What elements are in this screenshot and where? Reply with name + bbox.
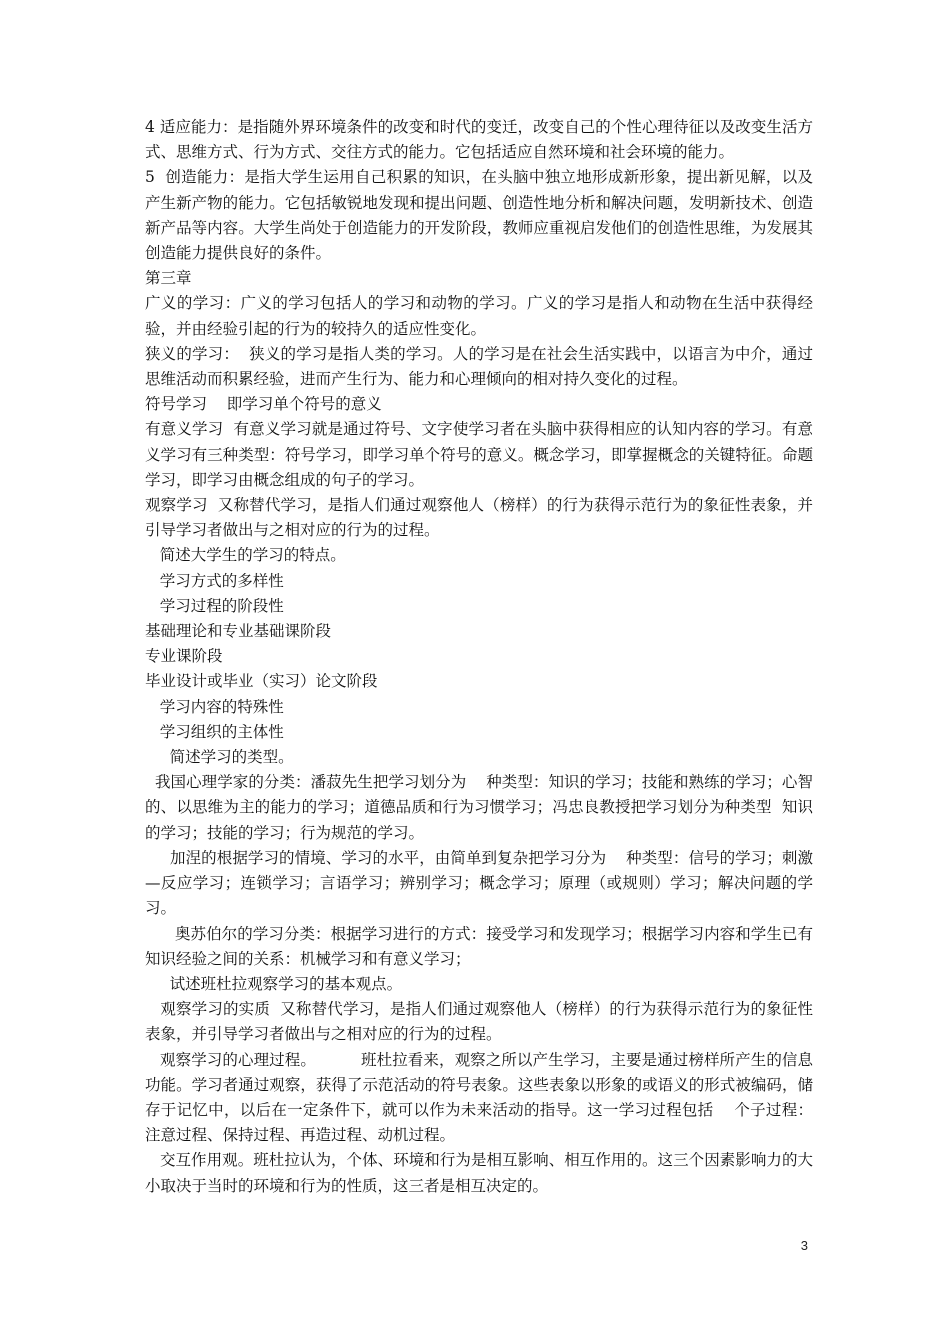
question-bandura: 试述班杜拉观察学习的基本观点。 xyxy=(145,974,403,993)
paragraph-adaptability: 4 适应能力：是指随外界环境条件的改变和时代的变迁，改变自己的个性心理待征以及改变生活方式、思维方式、行为方式、交往方式的能力。它包括适应自然环境和社会环境的能力。 xyxy=(145,118,813,162)
page-number: 3 xyxy=(800,1238,808,1253)
paragraph-meaningful-learning: 有意义学习 有意义学习就是通过符号、文字使学习者在头脑中获得相应的认知内容的学习。有意义学习有三种类型：符号学习，即学习单个符号的意义。概念学习，即掌握概念的关键特征。命题学习，即学习由概念组成的句子的学习。 xyxy=(145,420,813,489)
paragraph-observational-process: 观察学习的心理过程。 班杜拉看来，观察之所以产生学习，主要是通过榜样所产生的信息功能。学习者通过观察，获得了示范活动的符号表象。这些表象以形象的或语义的形式被编码，储存于记忆中，以后在一定条件下，就可以作为未来活动的指导。这一学习过程包括 个子过程：注意过程、保持过程、再造过程、动机过程。 xyxy=(145,1050,813,1145)
list-item-content-particularity: 学习内容的特殊性 xyxy=(145,697,284,716)
list-item-stage-basic-courses: 基础理论和专业基础课阶段 xyxy=(145,622,332,641)
paragraph-creativity: 5 创造能力：是指大学生运用自己积累的知识，在头脑中独立地形成新形象，提出新见解，以及产生新产物的能力。它包括敏锐地发现和提出问题、创造性地分析和解决问题，发明新技术、创造新产品等内容。大学生尚处于创造能力的开发阶段，教师应重视启发他们的创造性思维，为发展其创造能力提供良好的条件。 xyxy=(145,168,813,263)
question-student-learning-features: 简述大学生的学习的特点。 xyxy=(145,546,346,565)
list-item-stage-major-courses: 专业课阶段 xyxy=(145,647,223,666)
paragraph-symbol-learning: 符号学习 即学习单个符号的意义 xyxy=(145,395,382,414)
list-item-learning-methods: 学习方式的多样性 xyxy=(145,571,284,590)
paragraph-narrow-learning: 狭义的学习： 狭义的学习是指人类的学习。人的学习是在社会生活实践中，以语言为中介，通过思维活动而积累经验，进而产生行为、能力和心理倾向的相对持久变化的过程。 xyxy=(145,344,813,389)
paragraph-chinese-classification: 我国心理学家的分类：潘菽先生把学习划分为 种类型：知识的学习；技能和熟练的学习；心智的、以思维为主的能力的学习；道德品质和行为习惯学习；冯忠良教授把学习划分为种类型 知识的学习；技能的学习；行为规范的学习。 xyxy=(145,773,813,842)
list-item-organization-subjectivity: 学习组织的主体性 xyxy=(145,722,284,741)
paragraph-observational-essence: 观察学习的实质 又称替代学习，是指人们通过观察他人（榜样）的行为获得示范行为的象征性表象，并引导学习者做出与之相对应的行为的过程。 xyxy=(145,1000,814,1044)
paragraph-interaction-view: 交互作用观。班杜拉认为，个体、环境和行为是相互影响、相互作用的。这三个因素影响力的大小取决于当时的环境和行为的性质，这三者是相互决定的。 xyxy=(145,1151,813,1195)
chapter-heading: 第三章 xyxy=(145,269,192,288)
paragraph-broad-learning: 广义的学习：广义的学习包括人的学习和动物的学习。广义的学习是指人和动物在生活中获得经验，并由经验引起的行为的较持久的适应性变化。 xyxy=(145,294,813,338)
list-item-stage-thesis: 毕业设计或毕业（实习）论文阶段 xyxy=(145,672,378,691)
question-learning-types: 简述学习的类型。 xyxy=(145,748,294,767)
paragraph-observational-learning: 观察学习 又称替代学习，是指人们通过观察他人（榜样）的行为获得示范行为的象征性表象，并引导学习者做出与之相对应的行为的过程。 xyxy=(145,496,813,540)
paragraph-gagne-classification: 加涅的根据学习的情境、学习的水平，由简单到复杂把学习分为 种类型：信号的学习；刺激—反应学习；连锁学习；言语学习；辨别学习；概念学习；原理（或规则）学习；解决问题的学习。 xyxy=(145,848,813,918)
page-body xyxy=(145,115,813,1199)
list-item-learning-stages: 学习过程的阶段性 xyxy=(145,596,284,615)
paragraph-ausubel-classification: 奥苏伯尔的学习分类：根据学习进行的方式：接受学习和发现学习；根据学习内容和学生已有知识经验之间的关系：机械学习和有意义学习； xyxy=(145,924,813,968)
